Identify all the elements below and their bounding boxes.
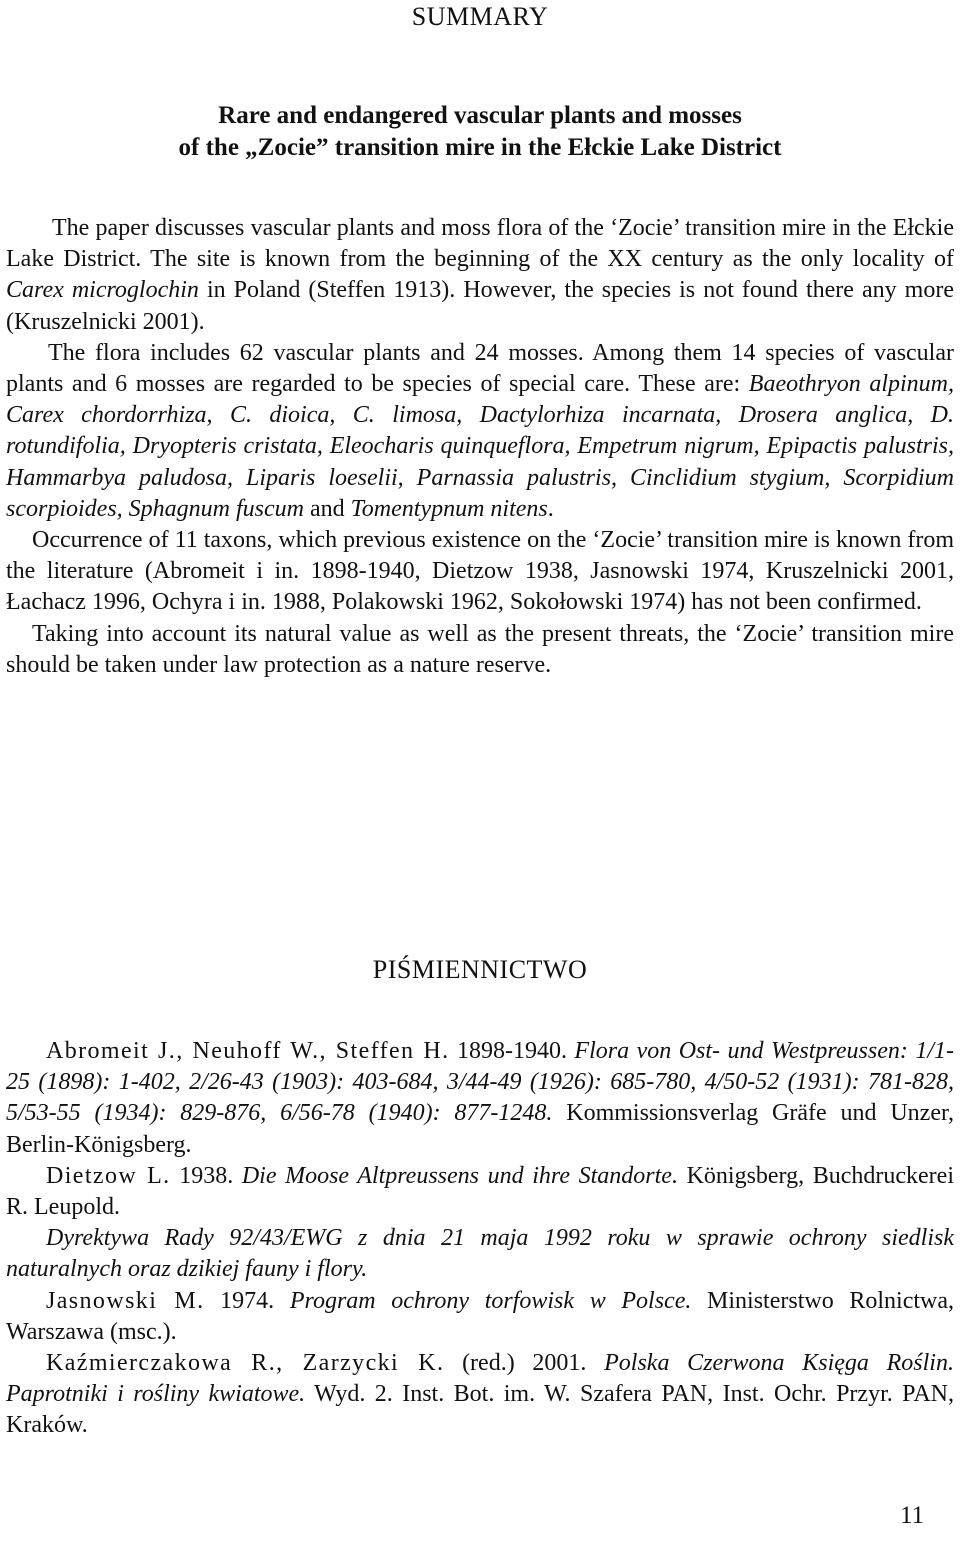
summary-text: in Poland (Steffen 1913). However, the species is not found there any more (Kruszelnicki 2001).: [6, 277, 954, 335]
reference-title: Dyrektywa Rady 92/43/EWG z dnia 21 maja 1992 roku w sprawie ochrony siedlisk naturalnych oraz dzikiej fauny i flory.: [6, 1225, 954, 1283]
reference-authors: Jasnowski M.: [46, 1287, 205, 1314]
reference-publisher: Königsberg, Buchdruckerei R. Leupold.: [6, 1162, 954, 1221]
reference-year: 1898-1940.: [449, 1038, 575, 1064]
reference-authors: Abromeit J., Neuhoff W., Steffen H.: [46, 1038, 450, 1064]
summary-text: and: [303, 495, 351, 522]
summary-paragraph-3: Occurrence of 11 taxons, which previous existence on the ‘Zocie’ transition mire is known from the literature (Abromeit i in. 1898-1940, Dietzow 1938, Jasnowski 1974, Kruszelnicki 2001, Łachacz 1996, Ochyra i in. 1988, Polakowski 1962, Sokołowski 1974) has not been confirmed.: [6, 527, 954, 616]
summary-paragraph-4: Taking into account its natural value as well as the present threats, the ‘Zocie’ transition mire should be taken under law protection as a nature reserve.: [6, 620, 954, 678]
summary-text: The paper discusses vascular plants and moss flora of the ‘Zocie’ transition mire in the Ełckie Lake District. The site is known from the beginning of the XX century as the only locality of: [6, 215, 954, 273]
reference-item: [6, 1348, 954, 1442]
reference-item: [6, 1286, 954, 1348]
summary-paragraph-2: [6, 338, 954, 525]
summary-text: The flora includes 62 vascular plants and 24 mosses. Among them 14 species of vascular plants and 6 mosses are regarded to be species of special care. These are:: [6, 339, 954, 398]
reference-publisher: Ministerstwo Rolnictwa, Warszawa (msc.).: [6, 1287, 955, 1345]
paper-title-line-2: of the „Zocie” transition mire in the Ełckie Lake District: [178, 134, 782, 161]
reference-year: (red.) 2001.: [444, 1350, 605, 1377]
paper-title: [6, 100, 954, 164]
species-list: Baeothryon alpinum, Carex chordorrhiza, C. dioica, C. limosa, Dactylorhiza incarnata, Drosera anglica, D. rotundifolia, Dryopteris cristata, Eleocharis quinqueflora, Empetrum nigrum, Epipactis palustris, Hammarbya paludosa, Liparis loeselii, Parnassia palustris, Cinclidium stygium, Scorpidium scorpioides, Sphagnum fuscum: [6, 371, 955, 522]
reference-publisher: Kommissionsverlag Gräfe und Unzer, Berlin-Königsberg.: [6, 1100, 954, 1158]
page-number: 11: [900, 1502, 925, 1529]
summary-paragraph-1: [6, 213, 954, 338]
reference-title: Program ochrony torfowisk w Polsce.: [289, 1287, 692, 1314]
reference-list: [6, 1036, 954, 1442]
summary-body: [6, 213, 954, 681]
references-heading: PIŚMIENNICTWO: [372, 955, 588, 984]
reference-authors: Dietzow L.: [46, 1162, 171, 1189]
reference-year: 1938.: [170, 1162, 242, 1189]
species-name: Tomentypnum nitens: [350, 495, 548, 522]
reference-item: [6, 1223, 954, 1285]
reference-title: Flora von Ost- und Westpreussen: 1/1-25 (1898): 1-402, 2/26-43 (1903): 403-684, 3/44-49 (1926): 685-780, 4/50-52 (1931): 781-828, 5/53-55 (1934): 829-876, 6/56-78 (1940): 877-1248.: [6, 1038, 954, 1127]
reference-title: Die Moose Altpreussens und ihre Standorte.: [241, 1162, 678, 1189]
reference-publisher: Wyd. 2. Inst. Bot. im. W. Szafera PAN, Inst. Ochr. Przyr. PAN, Kraków.: [6, 1381, 954, 1439]
summary-heading: SUMMARY: [411, 2, 549, 31]
reference-item: [6, 1161, 954, 1223]
reference-year: 1974.: [204, 1287, 290, 1314]
summary-text: .: [547, 495, 554, 522]
reference-item: [6, 1036, 954, 1161]
reference-authors: Kaźmierczakowa R., Zarzycki K.: [46, 1350, 445, 1377]
reference-title: Polska Czerwona Księga Roślin. Paprotniki i rośliny kwiatowe.: [6, 1350, 954, 1408]
paper-title-line-1: Rare and endangered vascular plants and mosses: [218, 102, 742, 129]
species-name: Carex microglochin: [6, 277, 199, 304]
